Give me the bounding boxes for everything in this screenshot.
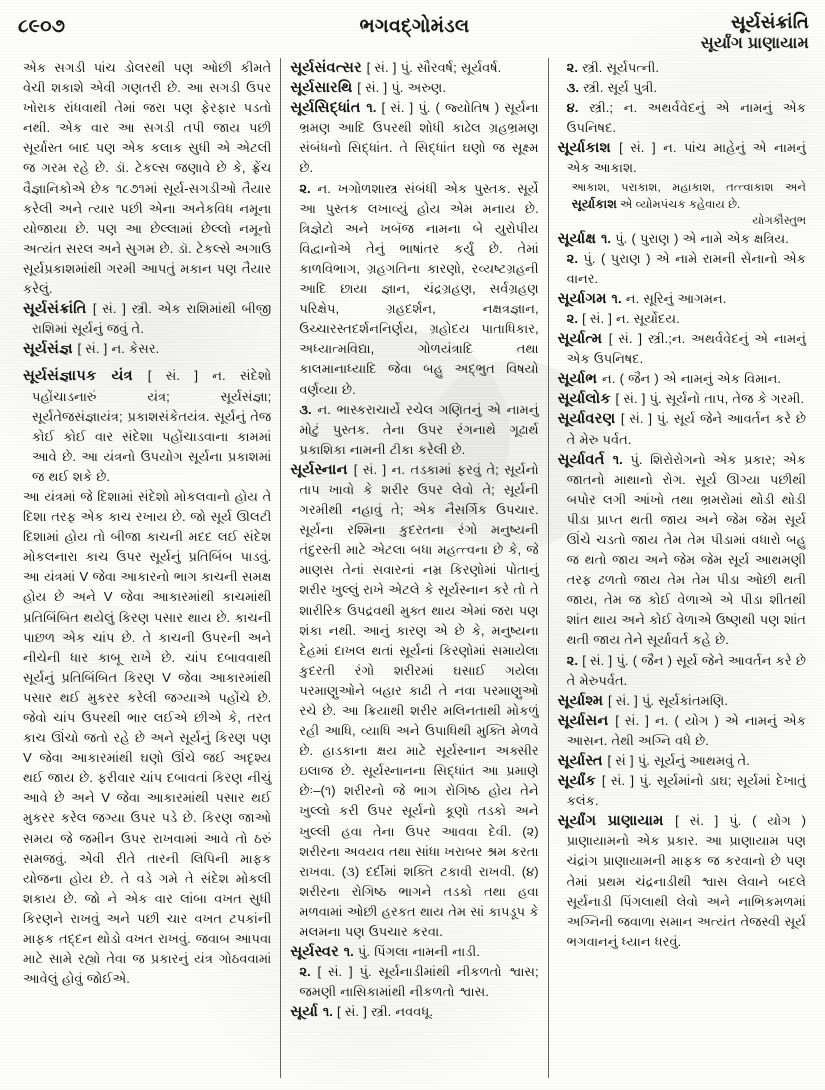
dictionary-entry: સૂર્યસ્વર ૧. પું. પિંગલા નામની નાડી. xyxy=(290,944,480,961)
page-body xyxy=(16,58,813,1078)
entry-headword: સૂર્યસ્નાન xyxy=(290,461,354,478)
entry-headword: સૂર્યાસ્ત xyxy=(557,753,608,769)
entry-headword: સૂર્યસંવત્સર xyxy=(290,60,367,76)
dictionary-entry: સૂર્યાવર્ત ૧. પું. શિરોરોગનો એક પ્રકાર; એક જાતનો માથાનો રોગ. સૂર્ય ઊગ્યા પછીથી બપોર લગી આંખો તથા ભ્રમરોમાં થોડી થોડી પીડા પ્રાપ્ત થતી જાય અને જેમ જેમ સૂર્ય ઊંચે ચડતો જાય તેમ તેમ પીડામાં વધારો બહુ જ થતો જાય અને જેમ જેમ સૂર્ય આથમણી તરફ ઢળતો જાય તેમ તેમ પીડા ઓછી થતી જાય, તેમ જ કોઈ વેળાએ એ પીડા શીતથી શાંત થાય અને કોઈ વેળાએ ઉષ્ણથી પણ શાંત થતી જાય તેને સૂર્યાવર્ત કહે છે. xyxy=(557,451,806,648)
entry-sense: ૨. [ સં. ] ન. સૂર્યોદય. xyxy=(566,310,680,326)
running-head-right xyxy=(701,12,809,53)
entry-headword: સૂર્યાકાશ xyxy=(557,140,620,157)
sense-number: ૨. xyxy=(566,310,583,326)
entry-sense: ૩. ન. ભાસ્કરાચાર્યે રચેલ ગણિતનું એ નામનું મોટું પુસ્તક. તેના ઉપર રંગનાથે ગૂઢાર્થ પ્રકાશિકા નામની ટીકા કરેલી છે. xyxy=(299,401,539,457)
entry-headword: સૂર્યસંક્રાંતિ xyxy=(23,301,93,318)
dictionary-entry: સૂર્યસિદ્ધાંત ૧. [ સં. ] પું. ( જ્યોતિષ ) સૂર્યના ભ્રમણ આદિ ઉપરથી શોધી કાઢેલ ગ્રહભ્રમણ સંબંધનો સિદ્ધાંત. તે સિદ્ધાંત ઘણો જ સૂક્ષ્મ છે. xyxy=(290,100,539,176)
dictionary-entry: સૂર્યાંક [ સં. ] પું. સૂર્યમાંનો ડાઘ; સૂર્યમાં દેખાતું કલંક. xyxy=(557,773,806,809)
entry-headword: સૂર્યાક્ષ xyxy=(557,230,601,247)
entry-headword: સૂર્યસિદ્ધાંત xyxy=(290,100,367,117)
sense-number: ૧. xyxy=(366,100,382,116)
entry-sense: ૩. સ્ત્રી. સૂર્ય પુત્રી. xyxy=(566,80,657,96)
dictionary-entry: સૂર્યસંજ્ઞાપક યંત્ર [ સં. ] ન. સંદેશો પહોંચાડનારું યંત્ર; સૂર્યસંજ્ઞા; સૂર્યતેજસંજ્ઞાયંત્ર; પ્રકાશસંકેતયંત્ર. સૂર્યનું તેજ કોઈ કોઈ વાર સંદેશા પહોંચાડવાના કામમાં આવે છે. આ યંત્રનો ઉપયોગ સૂર્યના પ્રકાશમાં જ થઈ શકે છે. xyxy=(23,368,272,484)
sense-number: ૧. xyxy=(612,451,631,467)
entry-headword: સૂર્યાભ xyxy=(557,371,603,388)
dictionary-entry: સૂર્યાશ્મ [ સં. ] પું. સૂર્યકાંતમણિ. xyxy=(557,692,728,709)
entry-headword: સૂર્યાવર્ત xyxy=(557,451,613,468)
dictionary-entry: સૂર્યાસ્ત [ સં ] પું. સૂર્યનું આથમવું તે. xyxy=(557,753,750,769)
dictionary-entry: સૂર્યાલોક [ સં. ] પું. સૂર્યનો તાપ, તેજ કે ગરમી. xyxy=(557,391,804,408)
text-column-3 xyxy=(551,58,813,1078)
dictionary-entry: સૂર્યસંજ્ઞ [ સં. ] ન. કેસર. xyxy=(23,341,160,358)
dictionary-entry: સૂર્યાસન [ સં. ] ન. ( યોગ ) એ નામનું એક આસન. તેથી અગ્નિ વધે છે. xyxy=(557,712,806,748)
dictionary-entry: સૂર્યાકાશ [ સં. ] ન. પાંચ માહેનું એ નામનું એક આકાશ. xyxy=(557,140,806,176)
entry-headword: સૂર્યાવરણ xyxy=(557,411,621,428)
sense-number: ૧. xyxy=(322,1004,338,1020)
sense-number: ૧. xyxy=(343,944,358,960)
dictionary-entry: સૂર્યાત્મ [ સં. ] સ્ત્રી.;ન. અથર્વવેદનું એ નામનું એક ઉપનિષદ. xyxy=(557,331,806,367)
block-spacer xyxy=(23,359,271,366)
sense-number: ૪. xyxy=(566,100,590,116)
sense-number: ૨. xyxy=(299,180,318,196)
text-column-1 xyxy=(16,58,278,1078)
entry-headword: સૂર્યસંજ્ઞાપક યંત્ર xyxy=(23,368,148,385)
entry-sense: ૨. [ સં. ] પું. ( જૈન ) સૂર્ય જેને આવર્તન કરે છે તે મેરુપર્વત. xyxy=(566,652,806,688)
running-head-first-entry: સૂર્યસંક્રાંતિ xyxy=(730,12,809,32)
entry-sense: ૨. સ્ત્રી. સૂર્યપત્ની. xyxy=(566,60,659,75)
sense-number: ૨. xyxy=(566,250,584,266)
dictionary-entry: સૂર્યાભ ન. ( જૈન ) એ નામનું એક વિમાન. xyxy=(557,371,782,388)
source-citation: યોગકૌસ્તુભ xyxy=(752,214,806,227)
book-title: ભગવદ્ગોમંડલ xyxy=(359,16,470,37)
dictionary-entry: સૂર્યસંક્રાંતિ [ સં. ] સ્ત્રી. એક રાશિમાંથી બીજી રાશિમાં સૂર્યનું જવું તે. xyxy=(23,301,272,337)
text-column-2 xyxy=(283,58,545,1078)
sense-number: ૨. xyxy=(566,652,583,668)
dictionary-entry: સૂર્યસ્નાન [ સં. ] ન. તડકામાં ફરવું તે; સૂર્યનો તાપ ખાવો કે શરીર ઉપર લેવો તે; સૂર્યની ગરમીથી નહાવું તે; એક નૈસર્ગિક ઉપચાર. સૂર્યના રશ્મિના કુદરતના રંગો મનુષ્યની તંદુરસ્તી માટે એટલા બધા મહત્ત્વના છે કે, જે માણસ તેનાં સવારનાં નમ્ર કિરણોમાં પોતાનું શરીર ખુલ્લું રાખે એટલે કે સૂર્યસ્નાન કરે તો તે શારીરિક ઉપદ્રવથી મુક્ત થાય એમાં જરા પણ શંકા નથી. આનું કારણ એ છે કે, મનુષ્યના દેહમાં દાખલ થતાં સૂર્યનાં કિરણોમાં સમાયેલા કુદરતી રંગો શરીરમાં ઘસાઈ ગયેલા પરમાણુઓને બહાર કાઢી તે નવા પરમાણુઓ રચે છે. આ ક્રિયાથી શરીર મલિનતાથી મોકળું રહી આધિ, વ્યાધિ અને ઉપાધિથી મુક્તિ મેળવે છે. હાડકાના ક્ષય માટે સૂર્યસ્નાન અક્સીર ઇલાજ છે. સૂર્યસ્નાનના સિદ્ધાંત આ પ્રમાણે છેઃ–(૧) શરીરનો જે ભાગ રોગિષ્ઠ હોય તેને ખુલ્લો કરી ઉપર સૂર્યનો કૂણો તડકો અને ખુલ્લી હવા તેના ઉપર આવવા દેવી. (૨) શરીરના અવયવ તથા સાંધા ખરાબર શ્રમ કરતા રાખવા. (૩) દર્દીમાં શક્તિ ટકાવી રાખવી. (૪) શરીરના રોગિષ્ઠ ભાગને તડકો તથા હવા મળવામાં ઓછી હરકત થાય તેમ સાં કાપડૂપ કે મલમના પણ ઉપચાર કરવા. xyxy=(290,461,539,940)
entry-headword: સૂર્યાંક xyxy=(557,773,602,790)
running-head xyxy=(18,12,811,54)
sense-number: ૨. xyxy=(566,60,583,75)
continued-text: આ યંત્રમાં જે દિશામાં સંદેશો મોકલવાનો હોય તે દિશા તરફ એક કાચ રખાય છે. જો સૂર્ય ઊલટી દિશામાં હોય તો બીજા કાચની મદદ લઈ સંદેશ મોકલનારા કાચ ઉપર સૂર્યનું પ્રતિબિંબ પાડવું. આ યંત્રમાં V જેવા આકારનો ભાગ કાચની સમક્ષ હોય છે અને V જેવા આકારમાંથી કાચમાંથી પ્રતિબિંબિત થયેલું કિરણ પસાર થાય છે. કાચની પાછળ એક ચાંપ છે. તે કાચની ઉપરની અને નીચેની ધાર કાબૂ રાખે છે. ચાંપ દબાવવાથી સૂર્યનું પ્રતિબિંબિત કિરણ V જેવા આકારમાંથી પસાર થઈ મુકરર કરેલી જગ્યાએ પહોંચે છે. જેવો ચાંપ ઉપરથી ભાર લઈએ છીએ કે, તરત કાચ ઊંચો જતો રહે છે અને સૂર્યનું કિરણ પણ V જેવા આકારમાંથી ઘણો ઊંચે જઈ અદૃશ્ય થઈ જાય છે. ફરીવાર ચાંપ દબાવતાં કિરણ નીચું આવે છે અને V જેવા આકારમાંથી પસાર થઈ મુકરર કરેલ જગ્યા ઉપર પડે છે. કિરણ જાઓ સમય જે જમીન ઉપર રાખવામાં આવે તો ઠરું સમજવું. એવી રીતે તારની લિપિની માફક યોજના હોય છે. તે વડે ગમે તે સંદેશ મોકલી શકાય છે. જો ને એક વાર લાંબા વખત સુધી કિરણને રાખવું અને પછી ચાર વખત ટપકાંની માફક તદ્દન થોડો વખત રાખવું. જવાબ આપવા માટે સામે રહ્યો તેવા જ પ્રકારનું યંત્ર ગોઠવવામાં આવેલું હોવું જોઈએ. xyxy=(23,488,272,987)
entry-headword: સૂર્યાગમ xyxy=(557,290,612,307)
dictionary-entry: સૂર્યાક્ષ ૧. પું. ( પુરાણ ) એ નામે એક ક્ષત્રિય. xyxy=(557,230,789,247)
entry-sense: ૨. ન. ખગોળશાસ્ત્ર સંબંધી એક પુસ્તક. સૂર્યે આ પુસ્તક લખાવ્યું હોય એમ મનાય છે. ત્રિજ્ઞેટો અને ખબૅજ નામના બે યુરોપીય વિદ્વાનોએ તેનું ભાષાંતર કર્યું છે. તેમાં કાળવિભાગ, ગ્રહગતિના કારણો, રવ્યષ્ટગ્રહની આદિ છાયા જ્ઞાન, ચંદ્રગ્રહણ, સર્વગ્રહણ પરિક્ષેપ, ગ્રહદર્શન, નક્ષત્રજ્ઞાન, ઉચ્ચારસ્તદર્શનનિર્ણય, ગ્રહોદય પાતાધિકાર, અધ્યાત્મવિદ્યા, ગોળયંત્રાદિ તથા કાલમાનાધ્યાદિ જેવા બહુ અદ્ભુત વિષયો વર્ણવ્યા છે. xyxy=(299,180,539,397)
sense-number: ૨. xyxy=(299,964,318,980)
continued-text: એક સગડી પાંચ ડોલરથી પણ ઓછી કીમતે વેચી શકાશે એવી ગણતરી છે. આ સગડી ઉપર ખોરાક રાંધવાથી તેમાં જરા પણ ફેરફાર પડતો નથી. એક વાર આ સગડી તપી જાય પછી સૂર્યાસ્ત બાદ પણ એક કલાક સુધી એ એટલી જ ગરમ રહે છે. ડૉ. ટેકલ્સ જણાવે છે કે, ફ્રેંચ વૈજ્ઞાનિકોએ છેક ૧૮૭૧માં સૂર્ય‑સગડીઓ તૈયાર કરેલી અને ત્યાર પછી એના અનેકવિધ નમૂના યોજાયા છે. પણ આ છેલ્લામાં છેલ્લો નમૂનો અત્યંત સરલ અને સુગમ છે. ડૉ. ટેકલ્સે અગાઉ સૂર્યપ્રકાશમાંથી ગરમી આપતું મકાન પણ તૈયાર કરેલું. xyxy=(23,60,272,297)
entry-headword: સૂર્યસ્વર xyxy=(290,944,344,961)
entry-headword: સૂર્યાલોક xyxy=(557,391,616,408)
sense-number: ૧. xyxy=(611,290,626,306)
dictionary-entry: સૂર્યસંવત્સર [ સં. ] પું. સૌરવર્ષ; સૂર્યવર્ષ. xyxy=(290,60,502,76)
dictionary-entry: સૂર્યાગમ ૧. ન. સૂરિનું આગમન. xyxy=(557,290,727,307)
sense-number: ૩. xyxy=(566,80,584,96)
entry-headword: સૂર્યાત્મ xyxy=(557,331,609,348)
entry-sense: ૪. સ્ત્રી.; ન. અથર્વવેદનું એ નામનું એક ઉપનિષદ. xyxy=(566,100,806,136)
entry-headword: સૂર્યસારથિ xyxy=(290,80,358,97)
entry-headword: સૂર્યસંજ્ઞ xyxy=(23,341,78,358)
dictionary-entry: સૂર્યસારથિ [ સં. ] પું. અરુણ. xyxy=(290,80,446,97)
entry-sense: ૨. [ સં. ] પું. સૂર્યનાડીમાંથી નીકળતો શ્વાસ; જમણી નાસિકામાંથી નીકળતો શ્વાસ. xyxy=(299,964,539,1000)
entry-headword: સૂર્યાંગ પ્રાણાયામ xyxy=(557,813,676,830)
entry-headword: સૂર્યાસન xyxy=(557,712,616,729)
dictionary-entry: સૂર્યાંગ પ્રાણાયામ [ સં. ] પું. ( યોગ ) પ્રાણાયામનો એક પ્રકાર. આ પ્રાણાયામ પણ ચંદ્રાંગ પ્રાણાયામની માફક જ કરવાનો છે પણ તેમાં પ્રથમ ચંદ્રનાડીથી શ્વાસ લેવાને બદલે સૂર્યનાડી પિંગલાથી લેવો અને નાભિકમળમાં અગ્નિની જવાળા સમાન અત્યંત તેજસ્વી સૂર્ય ભગવાનનું ધ્યાન ધરવું. xyxy=(557,813,806,949)
sense-number: ૩. xyxy=(299,401,318,417)
column-divider-2 xyxy=(548,58,549,1078)
entry-headword: સૂર્યાશ્મ xyxy=(557,692,608,709)
entry-headword: સૂર્યા xyxy=(290,1004,323,1021)
dictionary-entry: સૂર્યા ૧. [ સં. ] સ્ત્રી. નવવધૂ. xyxy=(290,1004,433,1021)
column-divider-1 xyxy=(280,58,281,1078)
sub-note: આકાશ, પરાકાશ, મહાકાશ, તત્ત્વાકાશ અને સૂર્યાકાશ એ વ્યોમપંચક કહેવાય છે. xyxy=(571,180,806,211)
entry-sense: ૨. પું. ( પુરાણ ) એ નામે રામની સેનાનો એક વાનર. xyxy=(566,250,806,286)
running-head-last-entry: સૂર્યાંગ પ્રાણાયામ xyxy=(700,35,809,52)
sub-note-headword: સૂર્યાકાશ xyxy=(571,196,617,211)
dictionary-entry: સૂર્યાવરણ [ સં. ] પું. સૂર્ય જેને આવર્તન કરે છે તે મેરુ પર્વત. xyxy=(557,411,806,447)
folio-number: ૮૯૦૭ xyxy=(18,16,66,37)
sense-number: ૧. xyxy=(600,230,616,246)
